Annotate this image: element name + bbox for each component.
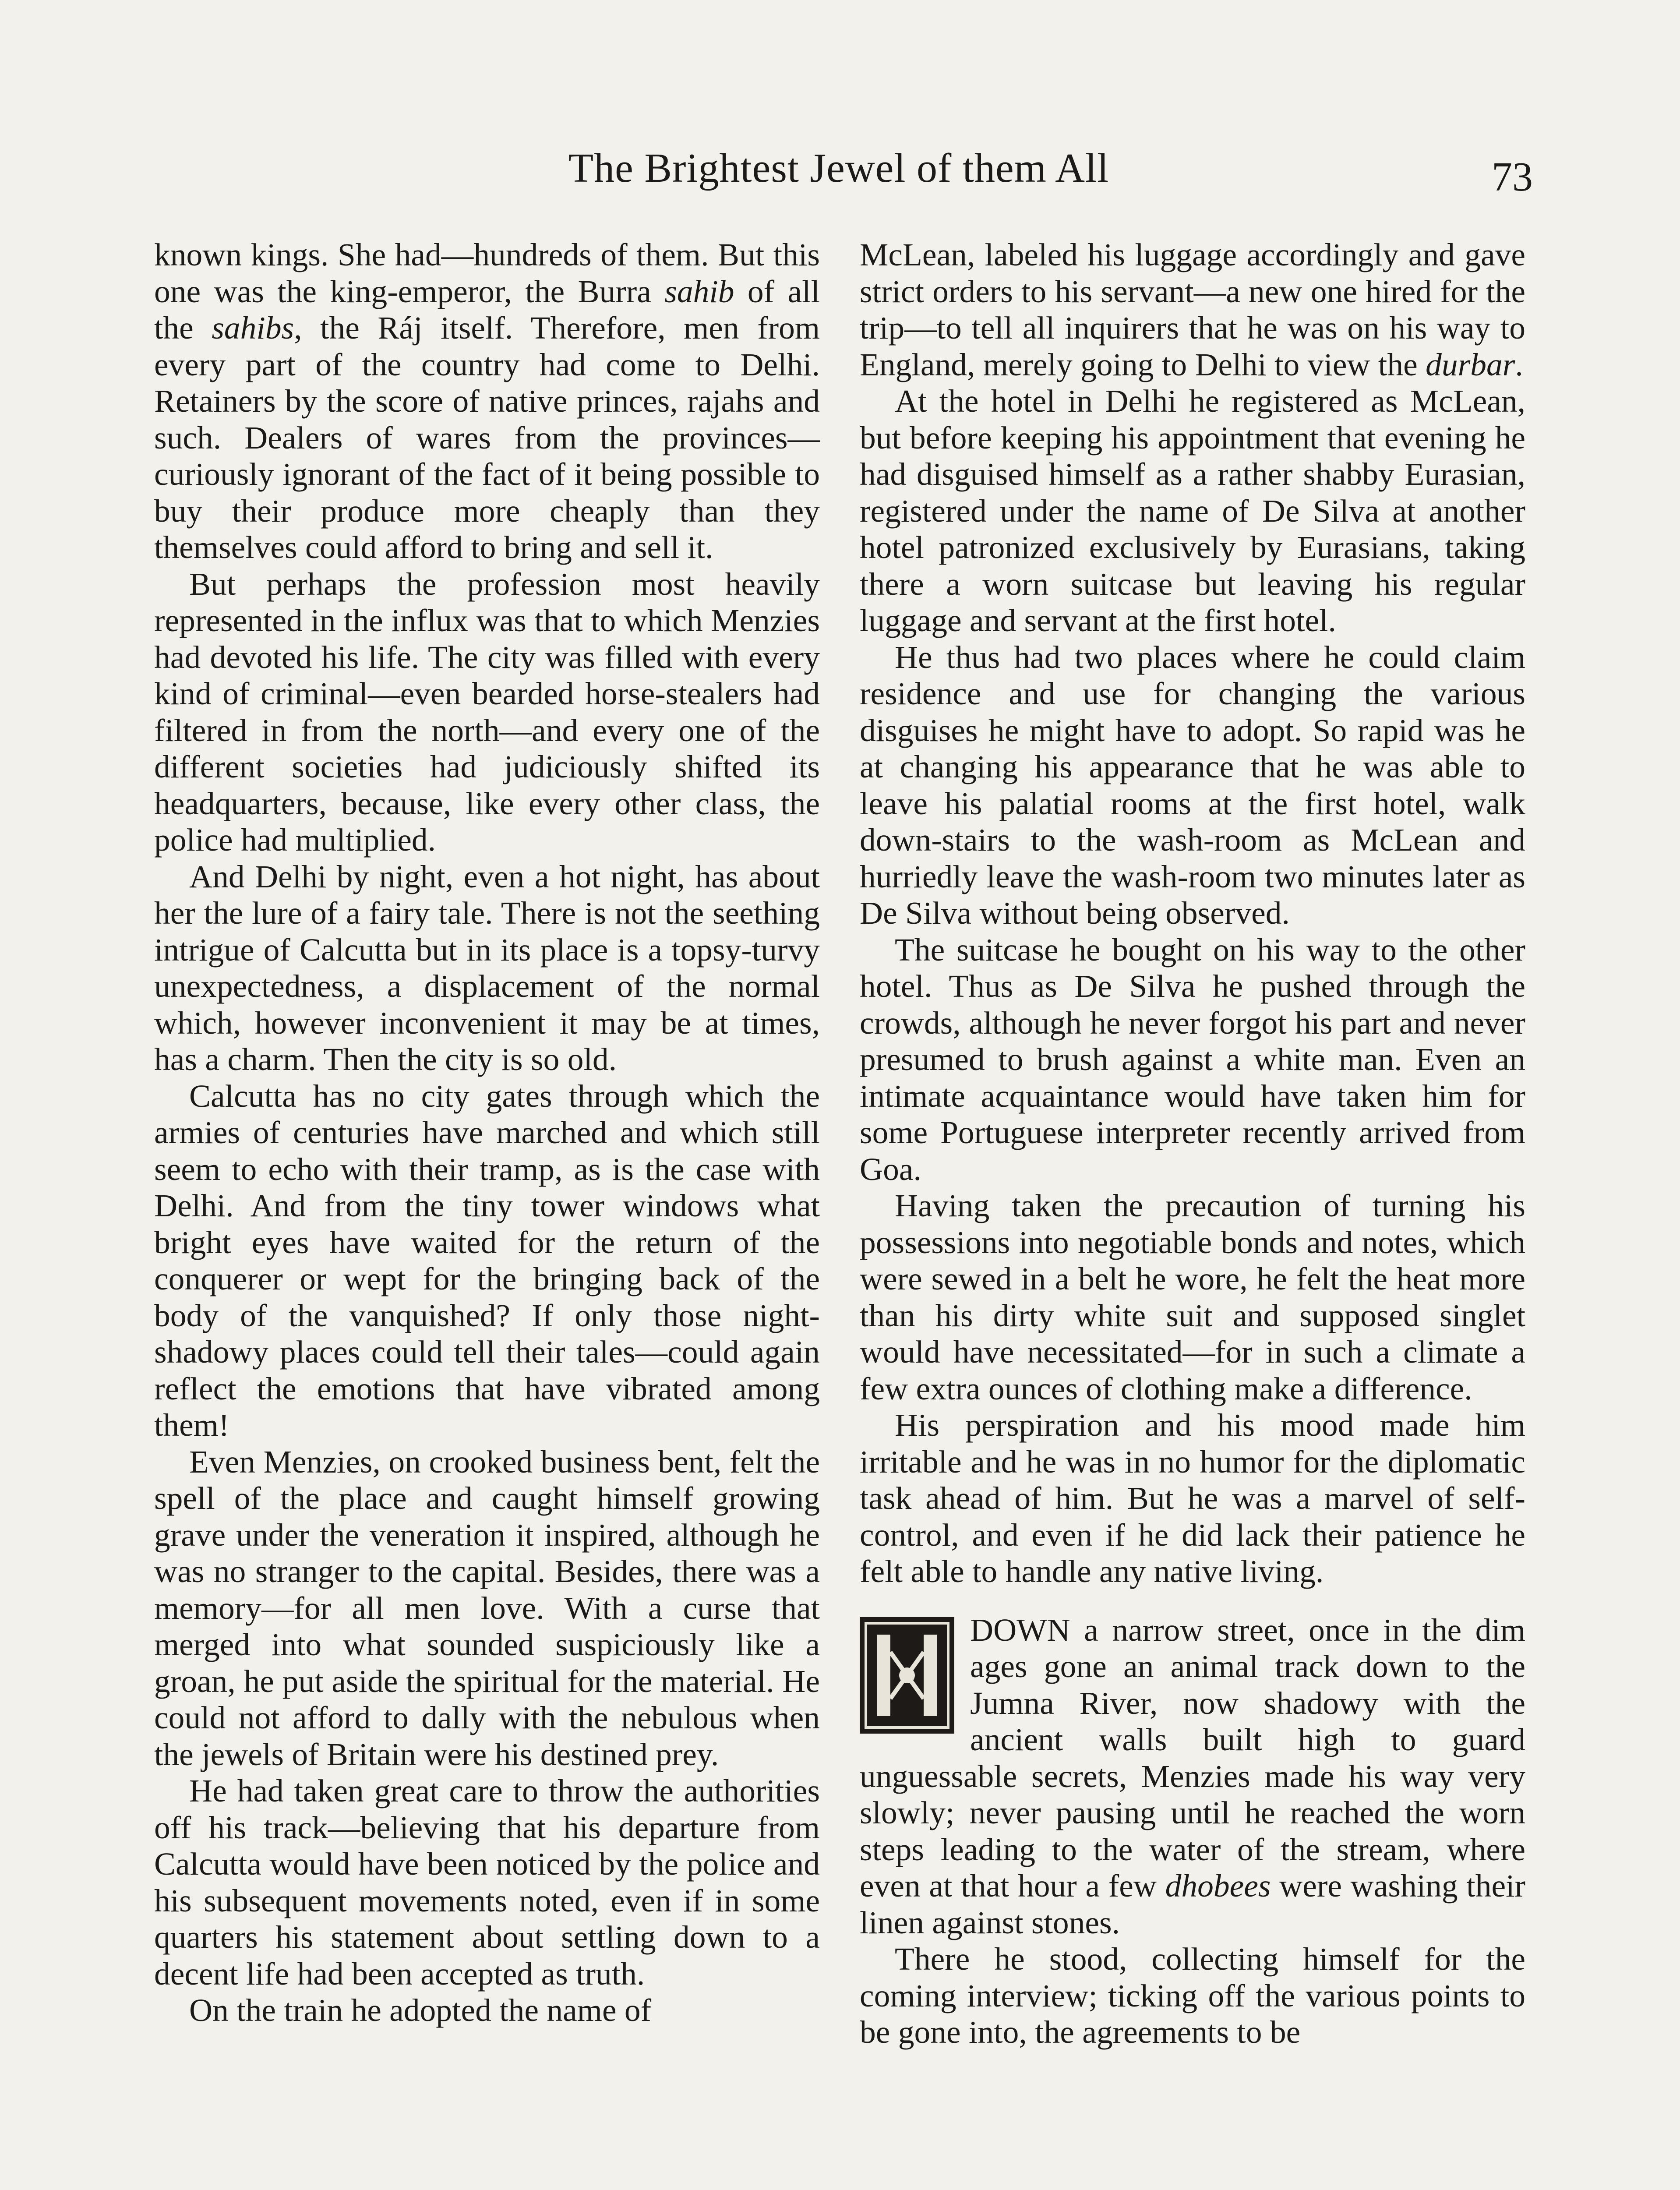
text-run: known kings. She had—hundreds of them. But this one was the king-emperor, the Burra: [154, 237, 820, 309]
paragraph: [154, 1773, 820, 1992]
text-run: of all the: [154, 273, 820, 346]
text-run: And Delhi by night, even a hot night, has about her the lure of a fairy tale. There is not the seething intrigue of Calcutta but in its place is a topsy-turvy unexpectedness, a displacement of the normal which, however inconvenient it may be at times, has a charm. Then the city is so old.: [154, 858, 820, 1077]
text-run: But perhaps the profession most heavily represented in the influx was that to which Menzies had devoted his life. The city was filled with every kind of criminal—even bearded horse-stealers had filtered in from the north—and every one of the different societies had judiciously shifted its headquarters, because, like every other class, the police had multiplied.: [154, 566, 820, 858]
page-number: 73: [1492, 154, 1533, 200]
text-run: At the hotel in Delhi he registered as McLean, but before keeping his appointment that evening he had disguised himself as a rather shabby Eurasian, registered under the name of De Silva at another hotel patronized exclusively by Eurasians, taking there a worn suitcase but leaving his regular luggage and servant at the first hotel.: [860, 383, 1525, 638]
ornamental-initial-icon: [860, 1617, 954, 1734]
paragraph: [860, 1407, 1525, 1590]
text-run: The suitcase he bought on his way to the other hotel. Thus as De Silva he pushed through the crowds, although he never forgot his part and never presumed to brush against a white man. Even an intimate acquaintance would have taken him for some Portuguese interpreter recently arrived from Goa.: [860, 932, 1525, 1187]
text-run: McLean, labeled his luggage accordingly and gave strict orders to his servant—a new one hired for the trip—to tell all inquirers that he was on his way to England, merely going to Delhi to view the: [860, 237, 1525, 382]
text-run: Even Menzies, on crooked business bent, felt the spell of the place and caught himself growing grave under the veneration it inspired, although he was no stranger to the capital. Besides, there was a memory—for all men love. With a curse that merged into what sounded suspiciously like a groan, he put aside the spiritual for the material. He could not afford to dally with the nebulous when the jewels of Britain were his destined prey.: [154, 1444, 820, 1772]
paragraph: [154, 1444, 820, 1773]
text-run: He had taken great care to throw the authorities off his track—believing that his departure from Calcutta would have been noticed by the police and his subsequent movements noted, even if in some quarters his statement about settling down to a decent life had been accepted as truth.: [154, 1773, 820, 1992]
text-run: He thus had two places where he could claim residence and use for changing the various disguises he might have to adopt. So rapid was he at changing his appearance that he was able to leave his palatial rooms at the first hotel, walk down-stairs to the wash-room as McLean and hurriedly leave the wash-room two minutes later as De Silva without being observed.: [860, 639, 1525, 931]
italic-text: durbar: [1426, 346, 1515, 382]
paragraph: [860, 932, 1525, 1188]
italic-text: sahibs: [212, 310, 294, 346]
right-text-column: [860, 237, 1525, 2051]
text-run: His perspiration and his mood made him irritable and he was in no humor for the diplomatic task ahead of him. But he was a marvel of self-control, and even if he did lack their patience he felt able to handle any native living.: [860, 1407, 1525, 1589]
text-run: Calcutta has no city gates through which the armies of centuries have marched and which still seem to echo with their tramp, as is the case with Delhi. And from the tiny tower windows what bright eyes have waited for the return of the conquerer or wept for the bringing back of the body of the vanquished? If only those night-shadowy places could tell their tales—could again reflect the emotions that have vibrated among them!: [154, 1078, 820, 1443]
paragraph: [860, 237, 1525, 383]
text-run: On the train he adopted the name of: [189, 1992, 652, 2028]
page-header: [145, 136, 1533, 201]
paragraph: [860, 1187, 1525, 1407]
paragraph: [154, 1078, 820, 1444]
text-run: .: [1515, 346, 1523, 382]
text-run: DOWN a narrow street, once in the dim ages gone an animal track down to the Jumna River, now shadowy with the ancient walls built high to guard unguessable secrets, Menzies made his way very slowly; never pausing until he reached the worn steps leading to the water of the stream, where even at that hour a few: [860, 1612, 1525, 1904]
text-run: were washing their linen against stones.: [860, 1868, 1525, 1940]
paragraph: [860, 383, 1525, 639]
paragraph: [154, 237, 820, 566]
paragraph: [154, 858, 820, 1078]
text-run: There he stood, collecting himself for the coming interview; ticking off the various points to be gone into, the agreements to be: [860, 1941, 1525, 2050]
italic-text: dhobees: [1165, 1868, 1271, 1904]
paragraph: [860, 1941, 1525, 2051]
paragraph: [154, 566, 820, 858]
paragraph: [154, 1992, 820, 2029]
text-run: Having taken the precaution of turning his possessions into negotiable bonds and notes, which were sewed in a belt he wore, he felt the heat more than his dirty white suit and supposed singlet would have necessitated—for in such a climate a few extra ounces of clothing make a difference.: [860, 1188, 1525, 1406]
left-text-column: [154, 237, 820, 2029]
running-title: The Brightest Jewel of them All: [568, 145, 1109, 191]
text-run: , the Ráj itself. Therefore, men from every part of the country had come to Delhi. Retainers by the score of native princes, rajahs and such. Dealers of wares from the provinces—curiously ignorant of the fact of it being possible to buy their produce more cheaply than they themselves could afford to bring and sell it.: [154, 310, 820, 565]
paragraph: [860, 639, 1525, 932]
paragraph: [860, 1612, 1525, 1941]
italic-text: sahib: [664, 273, 734, 309]
